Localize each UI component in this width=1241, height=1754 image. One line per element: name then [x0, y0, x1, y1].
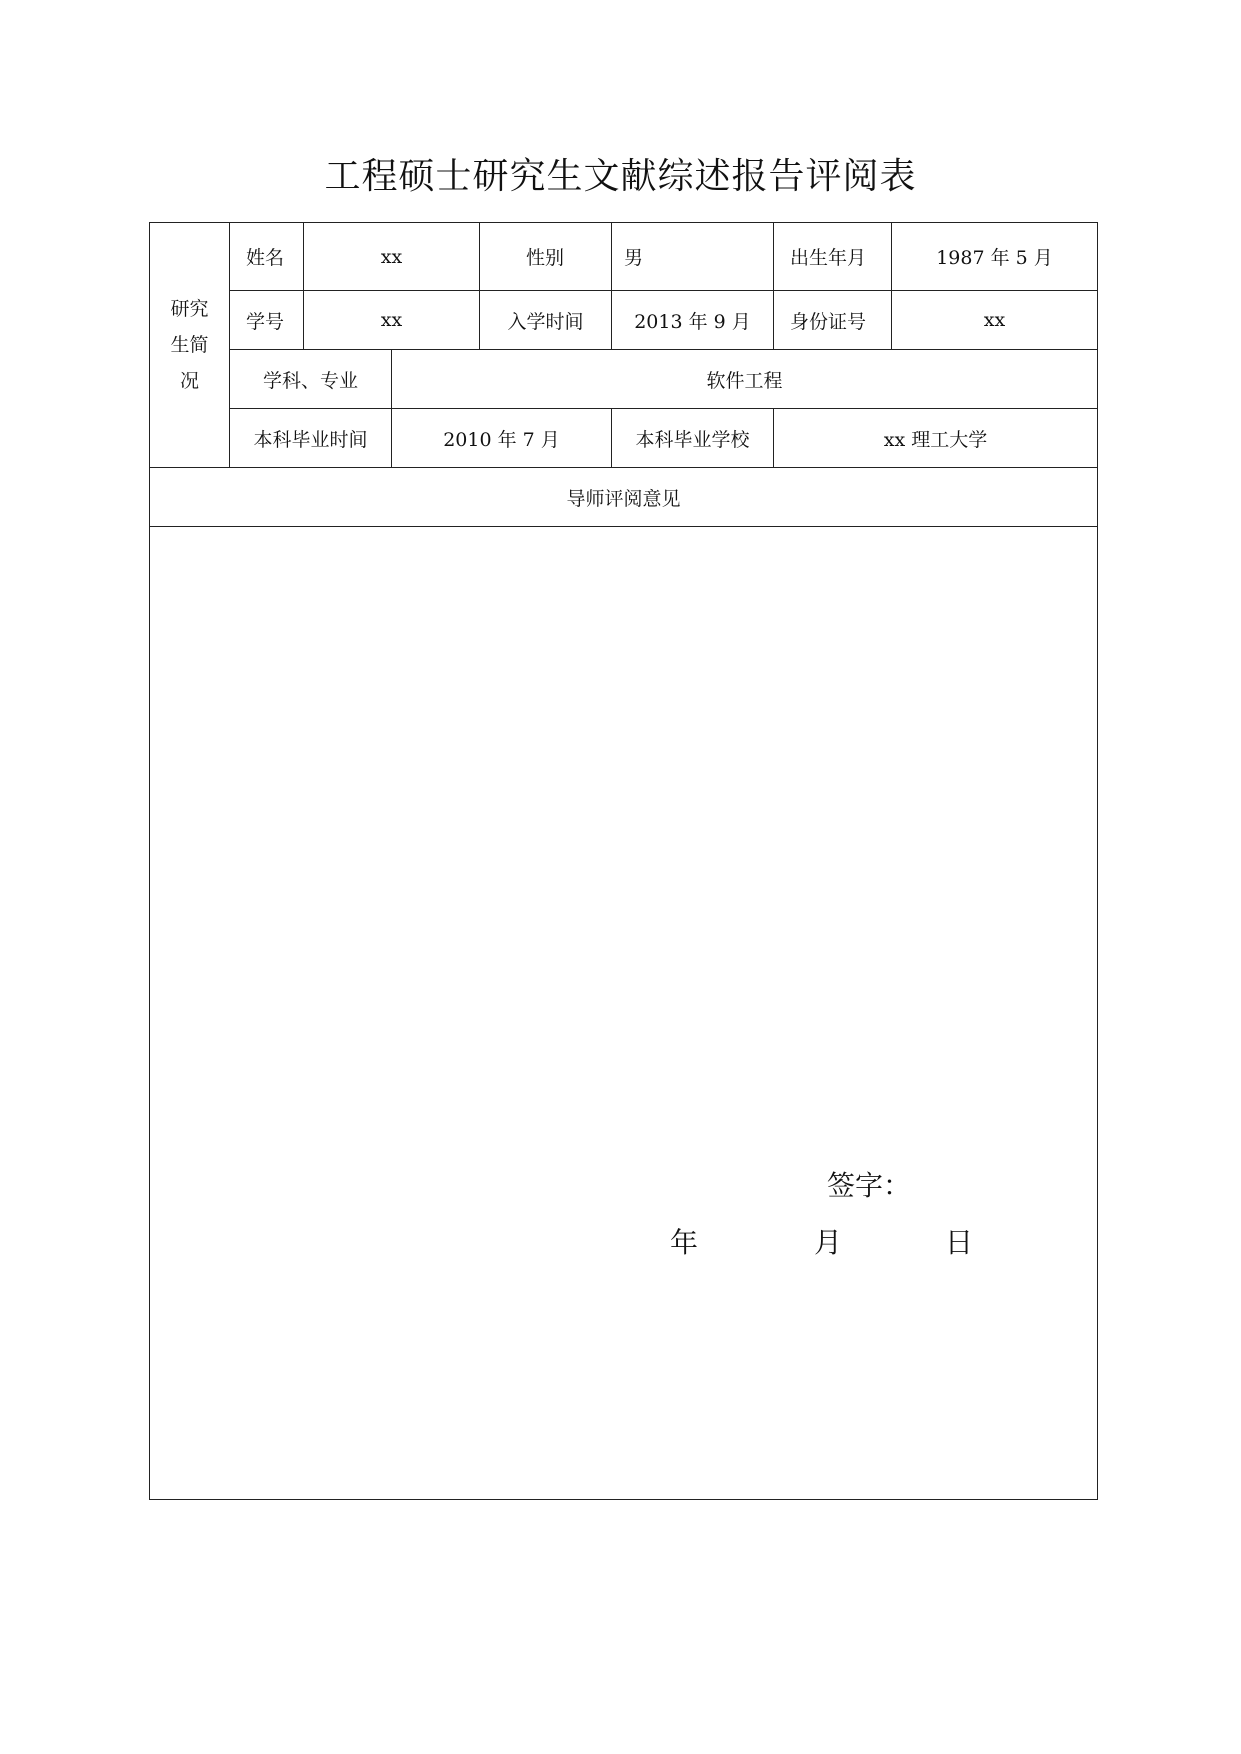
name-label: 姓名: [230, 223, 304, 291]
id-card-value: xx: [892, 291, 1098, 350]
form-title: 工程硕士研究生文献综述报告评阅表: [324, 156, 917, 197]
advisor-review-header: 导师评阅意见: [150, 468, 1098, 527]
graduation-time-value: 2010 年 7 月: [392, 409, 612, 468]
enrollment-date-label: 入学时间: [480, 291, 612, 350]
graduation-school-value: xx 理工大学: [774, 409, 1098, 468]
graduation-time-label: 本科毕业时间: [230, 409, 392, 468]
birth-date-label: 出生年月: [774, 223, 892, 291]
advisor-comment-area[interactable]: [150, 527, 1098, 1500]
id-card-label: 身份证号: [774, 291, 892, 350]
month-label: 月: [814, 1226, 843, 1259]
major-label: 学科、专业: [230, 350, 392, 409]
student-id-label: 学号: [230, 291, 304, 350]
graduation-school-label: 本科毕业学校: [612, 409, 774, 468]
year-label: 年: [670, 1226, 699, 1259]
birth-date-value: 1987 年 5 月: [892, 223, 1098, 291]
signature-label: 签字：: [827, 1169, 912, 1202]
enrollment-date-value: 2013 年 9 月: [612, 291, 774, 350]
student-id-value: xx: [304, 291, 480, 350]
name-value: xx: [304, 223, 480, 291]
major-value: 软件工程: [392, 350, 1098, 409]
day-label: 日: [945, 1226, 974, 1259]
student-info-section-label: 研究生简况: [150, 223, 230, 468]
gender-value: 男: [612, 223, 774, 291]
gender-label: 性别: [480, 223, 612, 291]
review-form-table: [149, 222, 1098, 1500]
